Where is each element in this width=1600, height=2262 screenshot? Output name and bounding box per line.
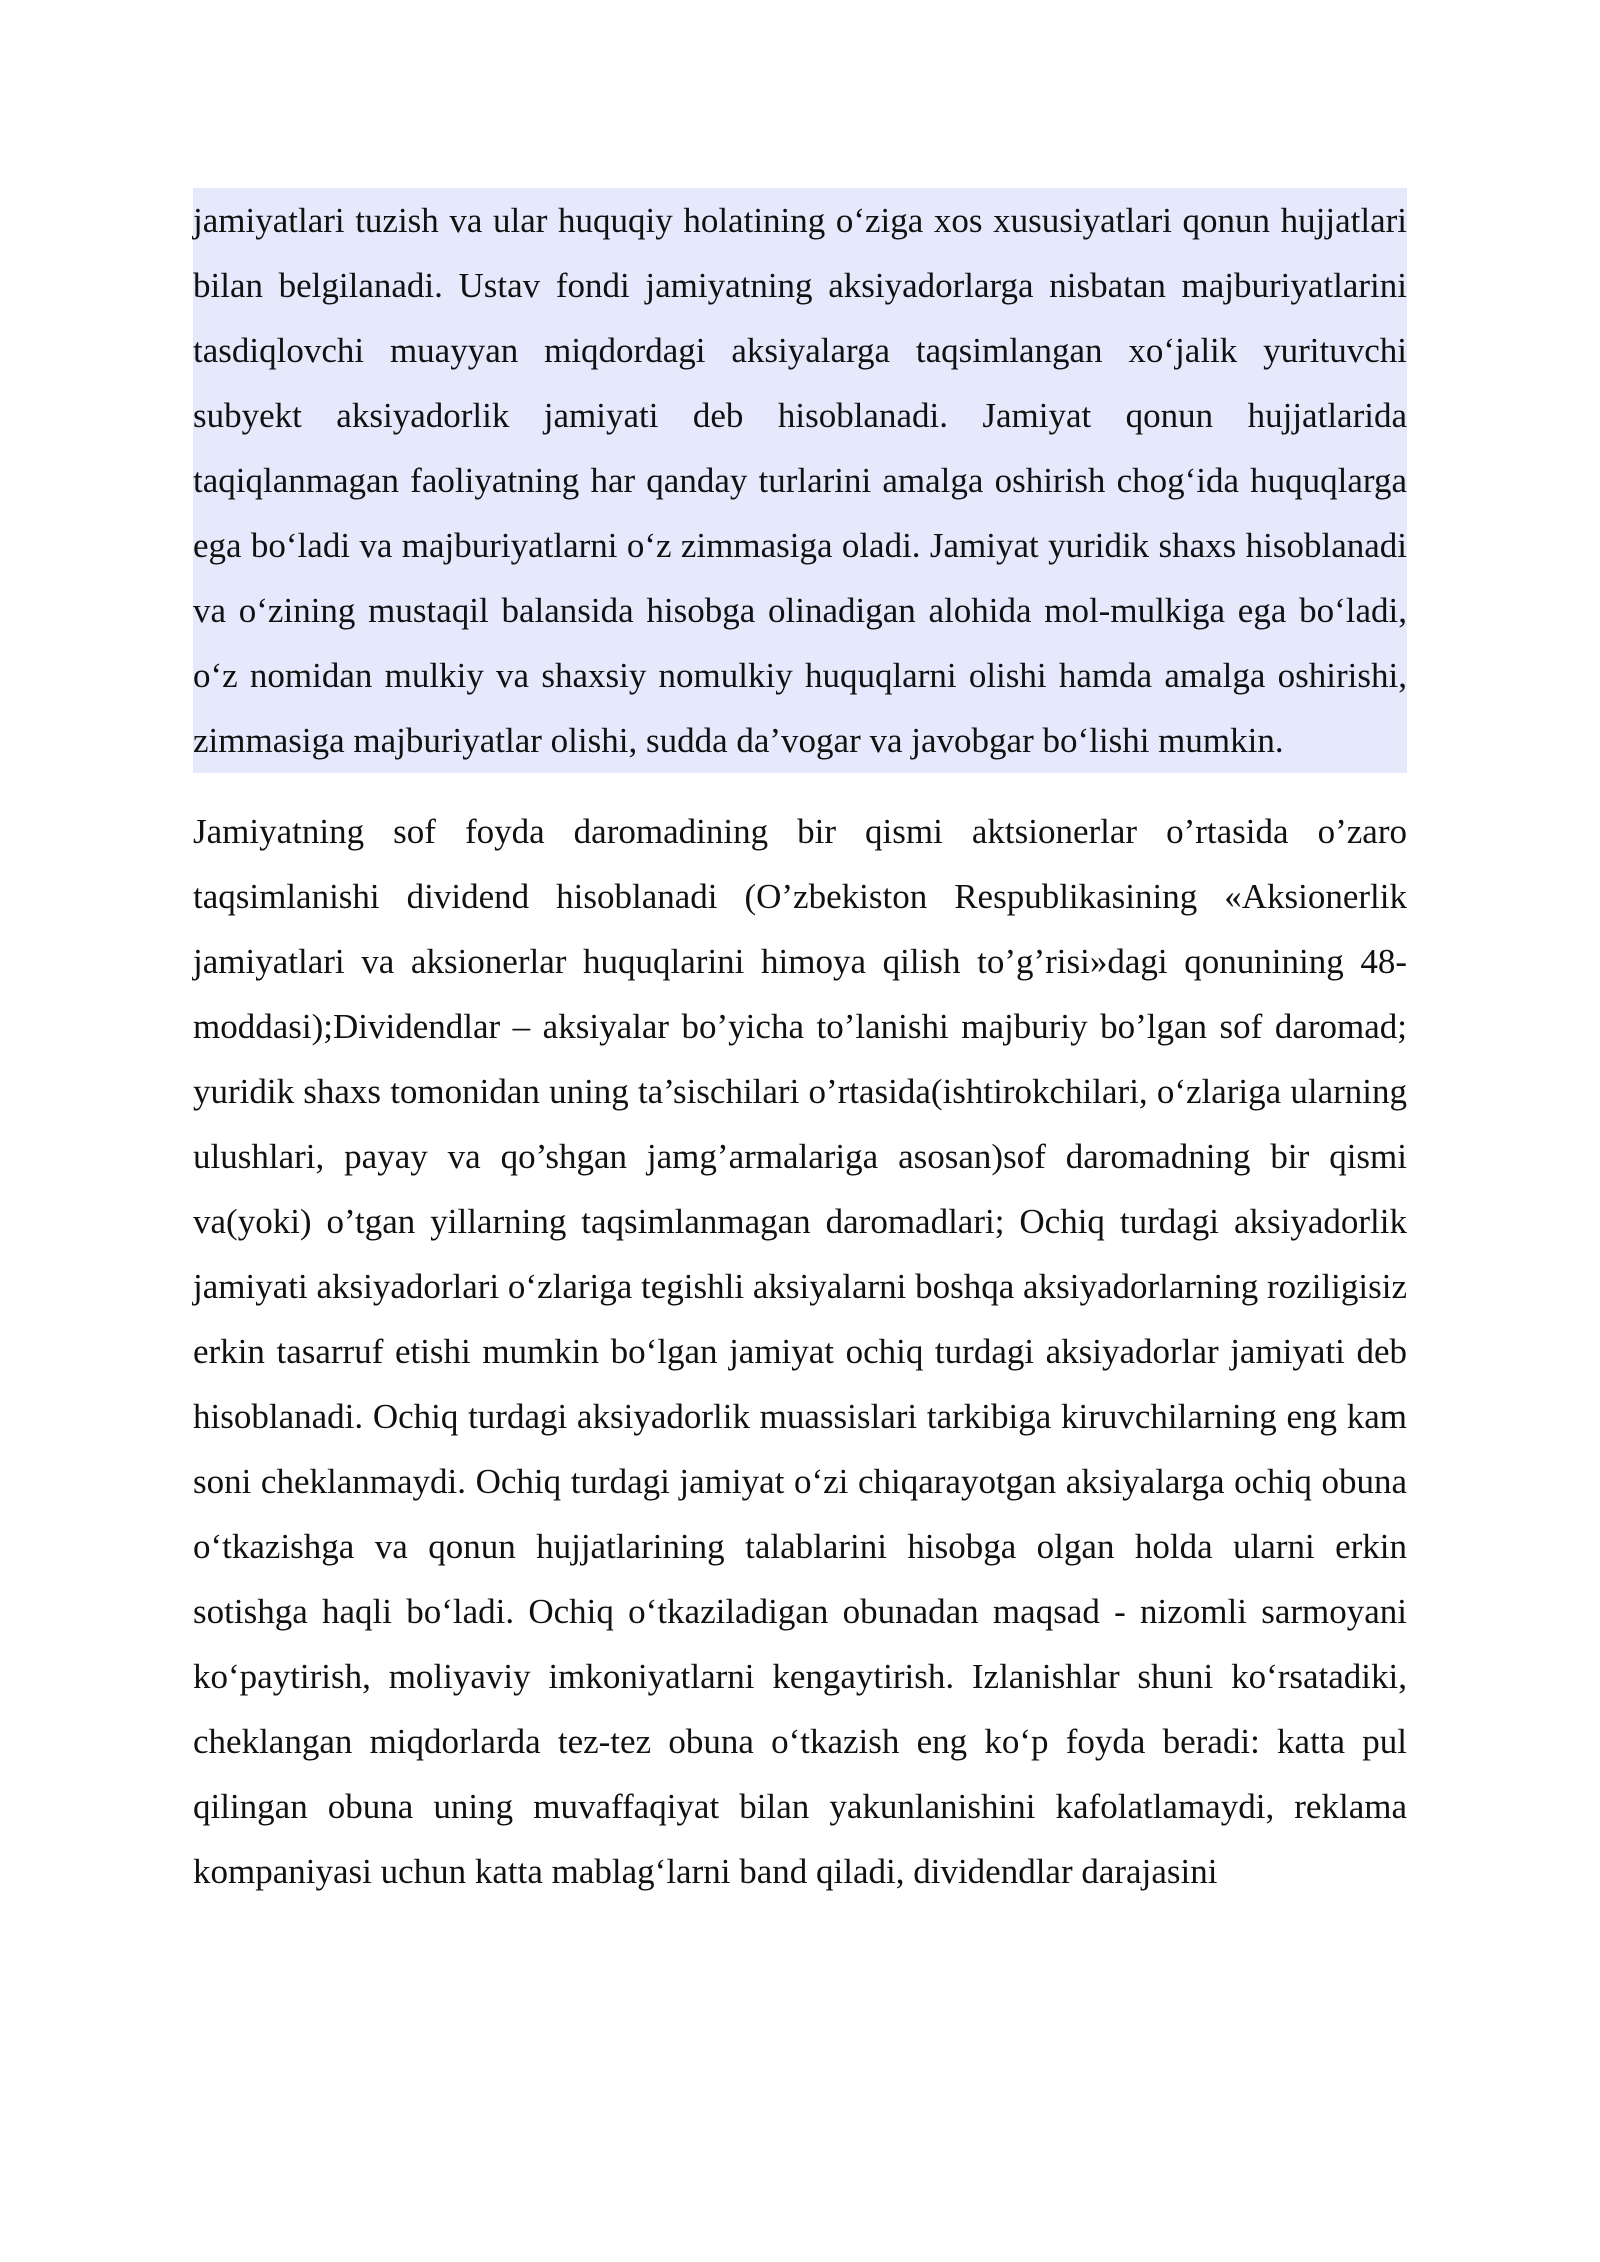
paragraph-body: Jamiyatning sof foyda daromadining bir qismi aktsionerlar o’rtasida o’zaro taqsimlanishi dividend hisoblanadi (O’zbekiston Respublikasining «Aksionerlik jamiyatlari va aksionerlar huquqlarini himoya qilish to’g’risi»dagi qonunining 48- moddasi);Dividendlar – aksiyalar bo’yicha to’lanishi majburiy bo’lgan sof daromad; yuridik shaxs tomonidan uning ta’sischilari o’rtasida(ishtirokchilari, o‘zlariga ularning ulushlari, payay va qo’shgan jamg’armalariga asosan)sof daromadning bir qismi va(yoki) o’tgan yillarning taqsimlanmagan daromadlari; Ochiq turdagi aksiyadorlik jamiyati aksiyadorlari o‘zlariga tegishli aksiyalarni boshqa aksiyadorlarning roziligisiz erkin tasarruf etishi mumkin bo‘lgan jamiyat ochiq turdagi aksiyadorlar jamiyati deb hisoblanadi. Ochiq turdagi aksiyadorlik muassislari tarkibiga kiruvchilarning eng kam soni cheklanmaydi. Ochiq turdagi jamiyat o‘zi chiqarayotgan aksiyalarga ochiq obuna o‘tkazishga va qonun hujjatlarining talablarini hisobga olgan holda ularni erkin sotishga haqli bo‘ladi. Ochiq o‘tkaziladigan obunadan maqsad - nizomli sarmoyani ko‘paytirish, moliyaviy imkoniyatlarni kengaytirish. Izlanishlar shuni ko‘rsatadiki, cheklangan miqdorlarda tez-tez obuna o‘tkazish eng ko‘p foyda beradi: katta pul qilingan obuna uning muvaffaqiyat bilan yakunlanishini kafolatlamaydi, reklama kompaniyasi uchun katta mablag‘larni band qiladi, dividendlar darajasini: [193, 812, 1407, 1891]
text-column: [193, 188, 1407, 1904]
paragraph-highlighted: jamiyatlari tuzish va ular huquqiy holatining o‘ziga xos xususiyatlari qonun hujjatlari bilan belgilanadi. Ustav fondi jamiyatning aksiyadorlarga nisbatan majburiyatlarini tasdiqlovchi muayyan miqdordagi aksiyalarga taqsimlangan xo‘jalik yurituvchi subyekt aksiyadorlik jamiyati deb hisoblanadi. Jamiyat qonun hujjatlarida taqiqlanmagan faoliyatning har qanday turlarini amalga oshirish chog‘ida huquqlarga ega bo‘ladi va majburiyatlarni o‘z zimmasiga oladi. Jamiyat yuridik shaxs hisoblanadi va o‘zining mustaqil balansida hisobga olinadigan alohida mol-mulkiga ega bo‘ladi, o‘z nomidan mulkiy va shaxsiy nomulkiy huquqlarni olishi hamda amalga oshirishi, zimmasiga majburiyatlar olishi, sudda da’vogar va javobgar bo‘lishi mumkin.: [193, 188, 1407, 773]
